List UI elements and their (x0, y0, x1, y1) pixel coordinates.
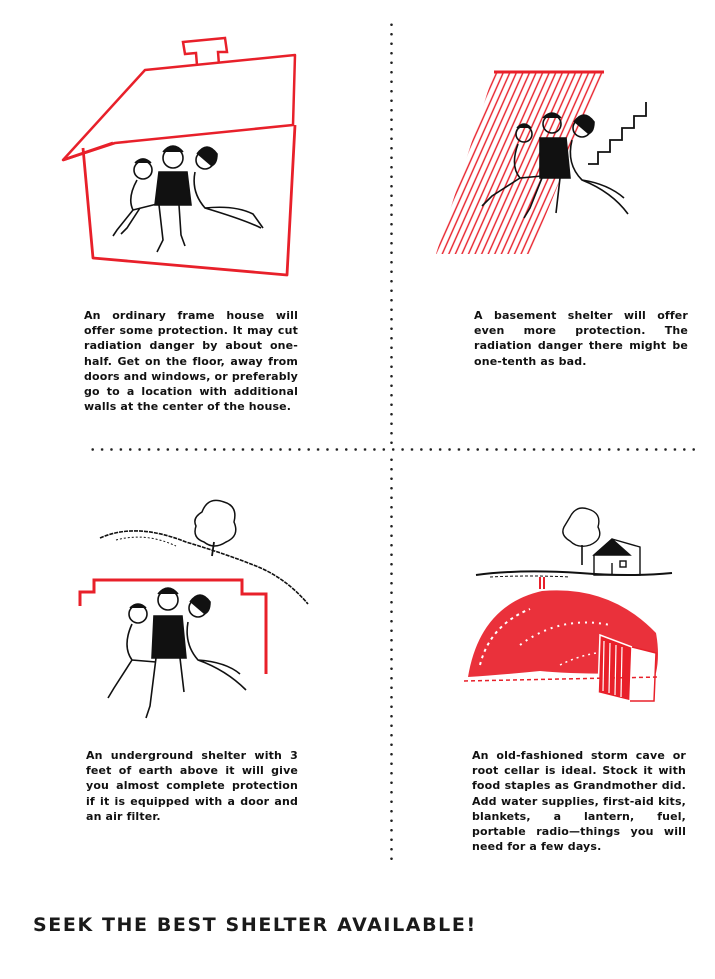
horizontal-divider (88, 448, 698, 451)
underground-caption: An underground shelter with 3 feet of earth above it will give you almost complete protection if it is equipped with a door and an air filter. (86, 749, 298, 823)
basement-caption: A basement shelter will offer even more protection. The radiation danger there might be one-tenth as bad. (474, 309, 688, 368)
underground-illustration (76, 492, 316, 727)
storm-cave-illustration (460, 505, 682, 705)
basement-illustration (432, 68, 654, 258)
vertical-divider-bottom (390, 455, 393, 860)
frame-house-illustration (55, 30, 315, 285)
vertical-divider-top (390, 20, 393, 448)
storm-cave-caption: An old-fashioned storm cave or root cellar is ideal. Stock it with food staples as Grandmother did. Add water supplies, first-aid kits, blankets, a lantern, fuel, portable radio—things you will need for a few days. (472, 749, 686, 854)
page-headline: SEEK THE BEST SHELTER AVAILABLE! (33, 914, 477, 936)
frame-house-caption: An ordinary frame house will offer some protection. It may cut radiation danger by about one-half. Get on the floor, away from doors and windows, or preferably go to a location with additional walls at the center of the house. (84, 309, 298, 414)
